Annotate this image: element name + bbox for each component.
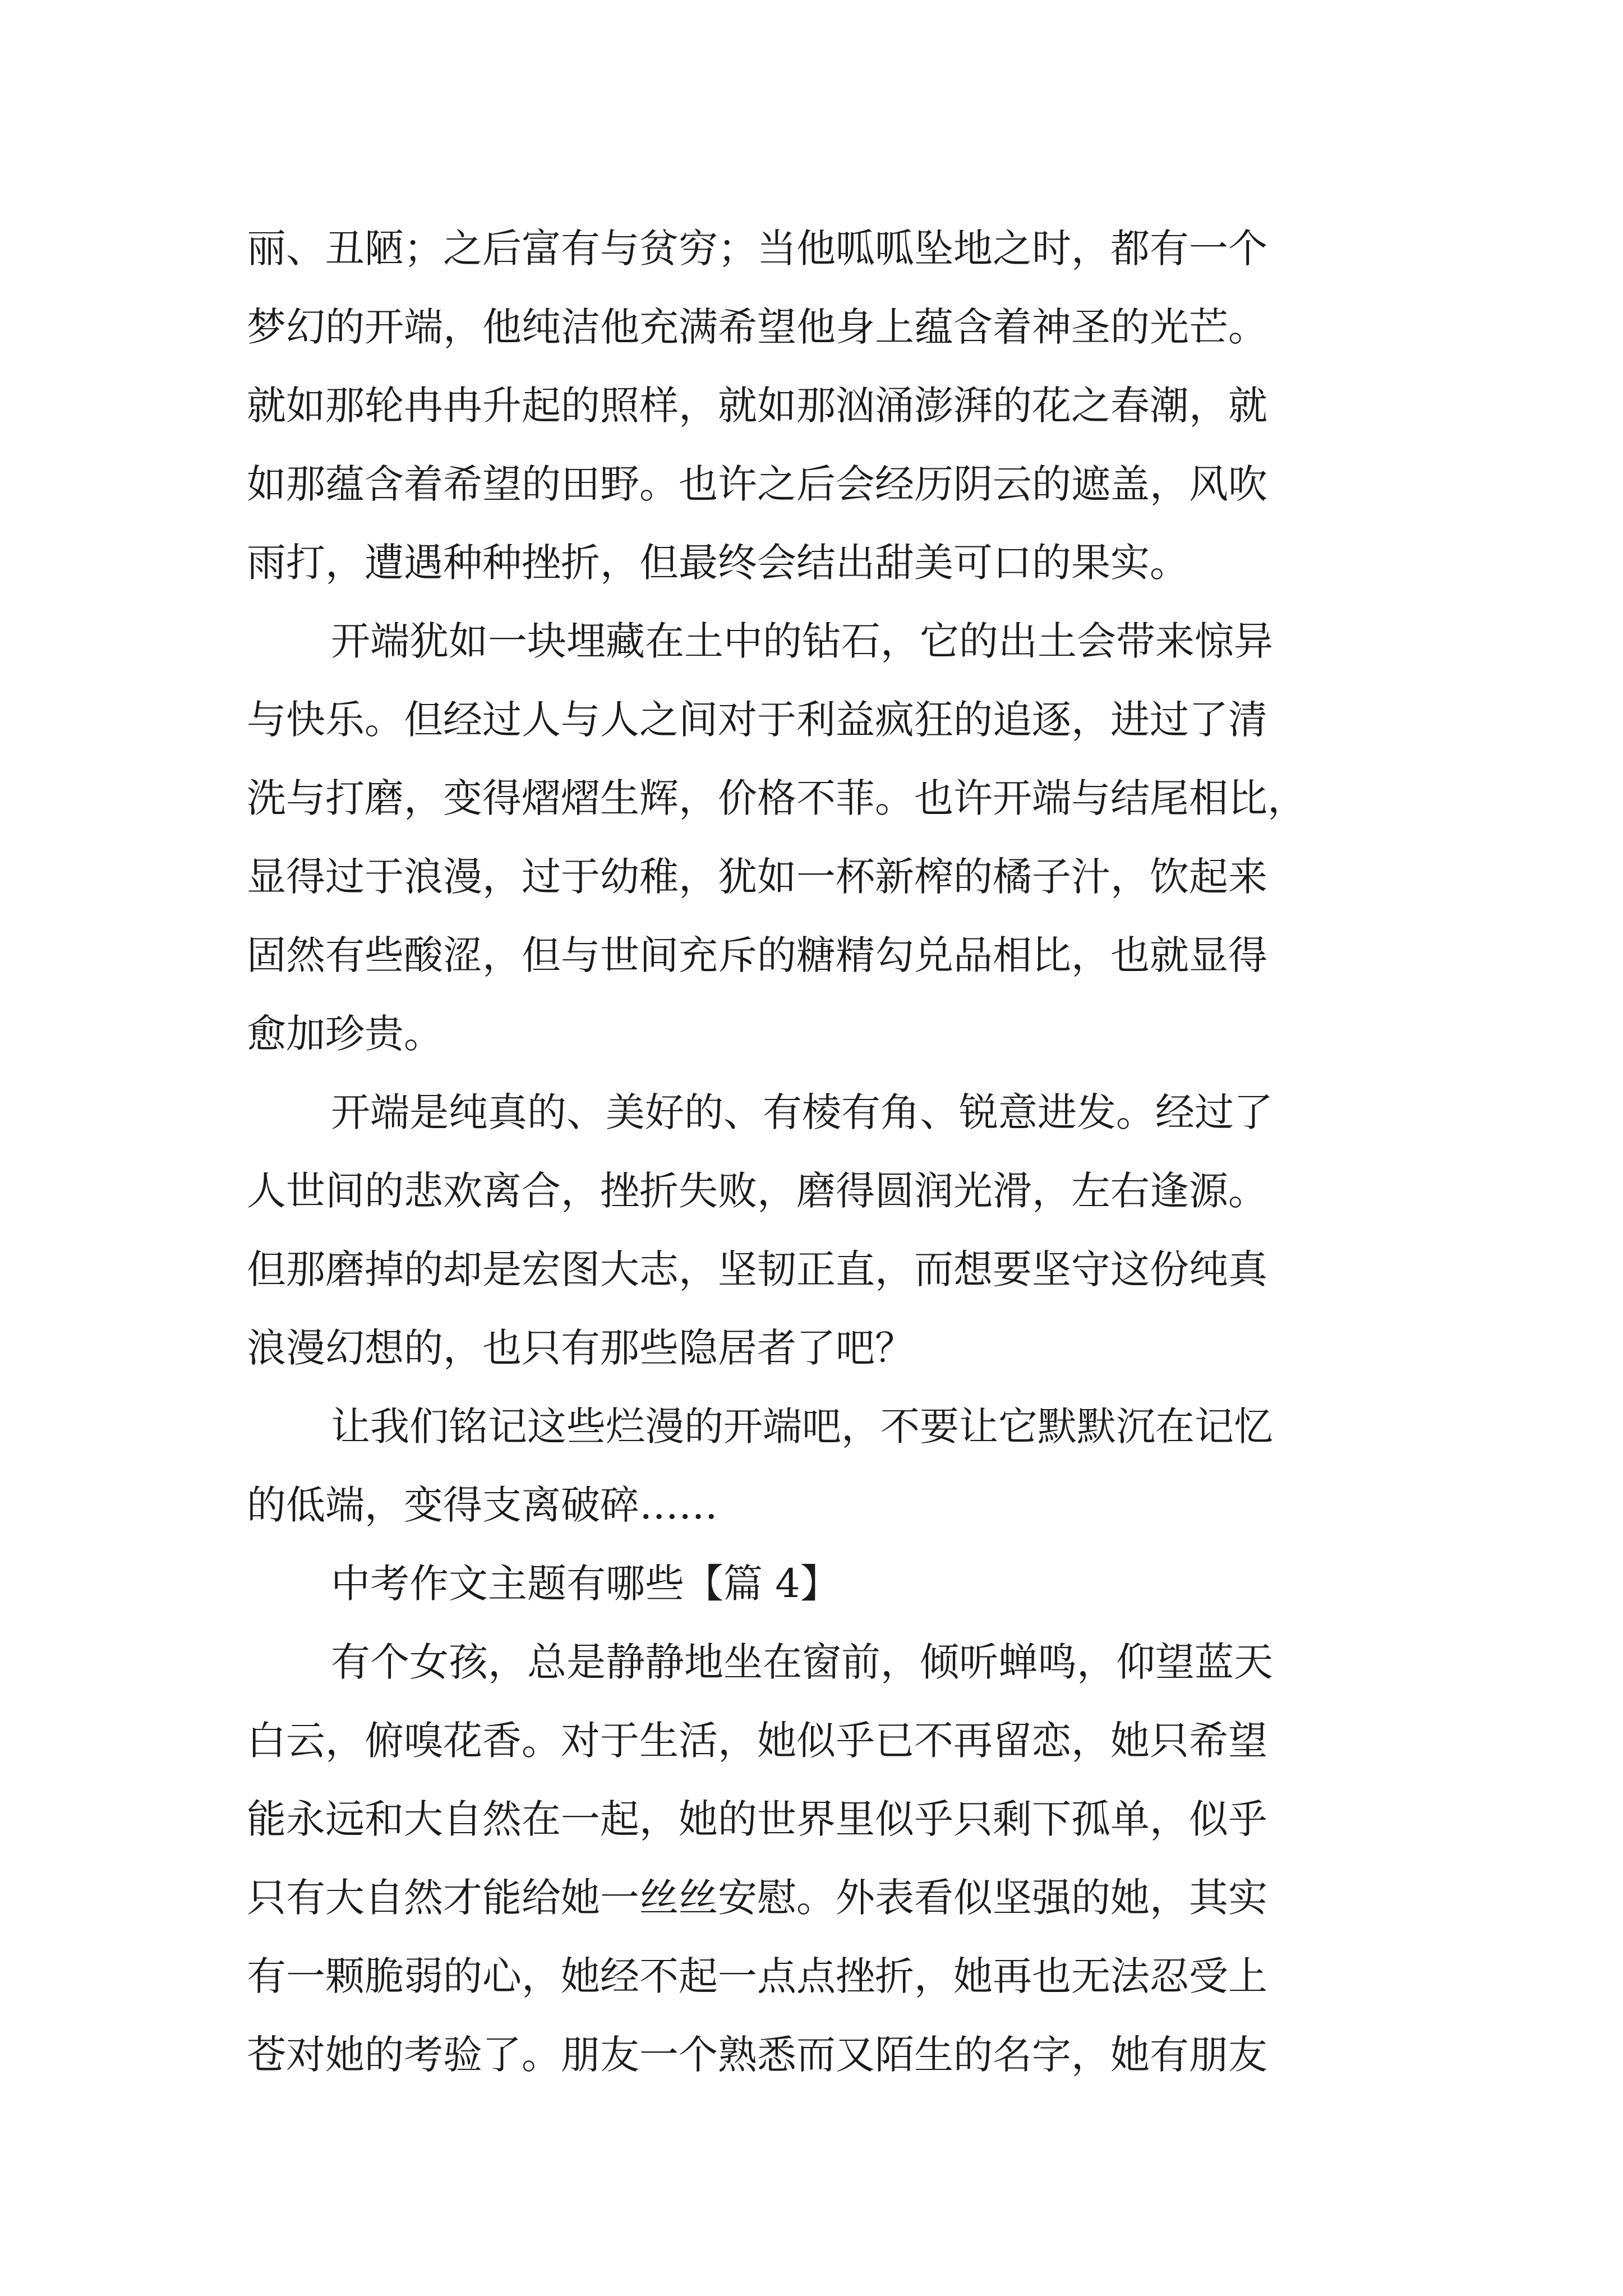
text-line: 只有大自然才能给她一丝丝安慰。外表看似坚强的她，其实 [247, 1875, 1267, 1921]
paragraph-first-line: 有个女孩，总是静静地坐在窗前，倾听蝉鸣，仰望蓝天 [331, 1639, 1273, 1685]
text-line: 但那磨掉的却是宏图大志，坚韧正直，而想要坚守这份纯真 [247, 1246, 1267, 1292]
text-line: 雨打，遭遇种种挫折，但最终会结出甜美可口的果实。 [247, 540, 1189, 586]
text-line: 愈加珍贵。 [247, 1011, 443, 1057]
text-line: 白云，俯嗅花香。对于生活，她似乎已不再留恋，她只希望 [247, 1718, 1267, 1764]
text-line: 显得过于浪漫，过于幼稚，犹如一杯新榨的橘子汁，饮起来 [247, 854, 1267, 900]
text-line: 有一颗脆弱的心，她经不起一点点挫折，她再也无法忍受上 [247, 1953, 1267, 1999]
text-line: 与快乐。但经过人与人之间对于利益疯狂的追逐，进过了清 [247, 697, 1267, 743]
text-line: 能永远和大自然在一起，她的世界里似乎只剩下孤单，似乎 [247, 1796, 1267, 1842]
text-line: 丽、丑陋；之后富有与贫穷；当他呱呱坠地之时，都有一个 [247, 226, 1267, 272]
text-line: 如那蕴含着希望的田野。也许之后会经历阴云的遮盖，风吹 [247, 461, 1267, 507]
text-line: 就如那轮冉冉升起的照样，就如那汹涌澎湃的花之春潮，就 [247, 383, 1267, 429]
text-line: 洗与打磨，变得熠熠生辉，价格不菲。也许开端与结尾相比， [247, 775, 1307, 821]
section-heading: 中考作文主题有哪些【篇 4】 [331, 1561, 840, 1607]
paragraph-first-line: 开端犹如一块埋藏在土中的钻石，它的出土会带来惊异 [331, 618, 1273, 664]
text-line: 的低端，变得支离破碎…… [247, 1482, 718, 1528]
paragraph-first-line: 让我们铭记这些烂漫的开端吧，不要让它默默沉在记忆 [331, 1404, 1273, 1450]
text-line: 人世间的悲欢离合，挫折失败，磨得圆润光滑，左右逢源。 [247, 1168, 1267, 1214]
text-line: 苍对她的考验了。朋友一个熟悉而又陌生的名字，她有朋友 [247, 2032, 1267, 2078]
text-line: 梦幻的开端，他纯洁他充满希望他身上蕴含着神圣的光芒。 [247, 304, 1267, 350]
text-line: 浪漫幻想的，也只有那些隐居者了吧？ [247, 1325, 914, 1371]
text-line: 固然有些酸涩，但与世间充斥的糖精勾兑品相比，也就显得 [247, 932, 1267, 978]
paragraph-first-line: 开端是纯真的、美好的、有棱有角、锐意进发。经过了 [331, 1089, 1273, 1135]
